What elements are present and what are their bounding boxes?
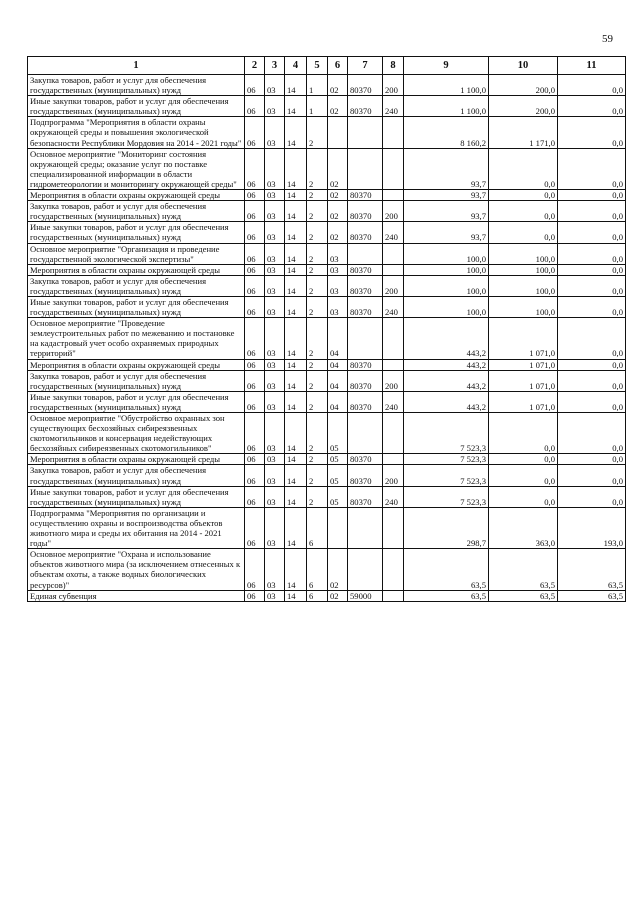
table-row	[28, 359, 626, 370]
amount-col11: 0,0	[558, 359, 626, 370]
code-program: 14	[285, 190, 307, 201]
row-description: Закупка товаров, работ и услуг для обеспечения государственных (муниципальных) нужд	[28, 465, 245, 486]
row-description: Основное мероприятие "Охрана и использование объектов животного мира (за исключением отнесенных к объектам охоты, а также водных биологических ресурсов)"	[28, 549, 245, 590]
code-program: 14	[285, 222, 307, 243]
code-rz: 06	[245, 264, 265, 275]
code-rz: 06	[245, 413, 265, 454]
code-activity: 04	[328, 359, 348, 370]
code-subprogram: 2	[307, 296, 328, 317]
table-row	[28, 391, 626, 412]
code-activity: 02	[328, 96, 348, 117]
code-activity: 05	[328, 465, 348, 486]
row-description: Мероприятия в области охраны окружающей среды	[28, 190, 245, 201]
amount-col10: 63,5	[489, 590, 558, 601]
table-row	[28, 296, 626, 317]
table-row	[28, 275, 626, 296]
code-expense-type: 240	[383, 391, 404, 412]
amount-col9: 63,5	[404, 590, 489, 601]
code-activity: 02	[328, 549, 348, 590]
code-subprogram: 2	[307, 275, 328, 296]
code-subprogram: 1	[307, 75, 328, 96]
code-direction: 80370	[348, 391, 383, 412]
code-expense-type	[383, 549, 404, 590]
code-subprogram: 2	[307, 486, 328, 507]
amount-col11: 0,0	[558, 465, 626, 486]
code-program: 14	[285, 264, 307, 275]
code-subprogram: 2	[307, 318, 328, 359]
amount-col11: 193,0	[558, 507, 626, 548]
amount-col11: 0,0	[558, 264, 626, 275]
code-direction: 80370	[348, 201, 383, 222]
row-description: Мероприятия в области охраны окружающей среды	[28, 454, 245, 465]
amount-col9: 100,0	[404, 264, 489, 275]
table-row	[28, 75, 626, 96]
table-row	[28, 590, 626, 601]
code-pr: 03	[265, 486, 285, 507]
row-description: Закупка товаров, работ и услуг для обеспечения государственных (муниципальных) нужд	[28, 275, 245, 296]
page-number: 59	[602, 33, 613, 45]
code-subprogram: 2	[307, 359, 328, 370]
table-row	[28, 264, 626, 275]
amount-col11: 63,5	[558, 590, 626, 601]
code-activity: 03	[328, 296, 348, 317]
code-program: 14	[285, 549, 307, 590]
code-pr: 03	[265, 190, 285, 201]
amount-col9: 7 523,3	[404, 465, 489, 486]
code-rz: 06	[245, 243, 265, 264]
amount-col11: 0,0	[558, 318, 626, 359]
code-program: 14	[285, 507, 307, 548]
amount-col9: 1 100,0	[404, 96, 489, 117]
column-header: 8	[383, 57, 404, 75]
amount-col9: 443,2	[404, 370, 489, 391]
amount-col11: 0,0	[558, 413, 626, 454]
amount-col11: 0,0	[558, 222, 626, 243]
code-rz: 06	[245, 222, 265, 243]
code-pr: 03	[265, 454, 285, 465]
code-activity: 02	[328, 75, 348, 96]
code-expense-type	[383, 117, 404, 148]
code-subprogram: 2	[307, 243, 328, 264]
amount-col9: 443,2	[404, 391, 489, 412]
code-activity: 05	[328, 454, 348, 465]
amount-col11: 63,5	[558, 549, 626, 590]
row-description: Иные закупки товаров, работ и услуг для обеспечения государственных (муниципальных) нужд	[28, 96, 245, 117]
table-row	[28, 370, 626, 391]
code-rz: 06	[245, 486, 265, 507]
amount-col11: 0,0	[558, 201, 626, 222]
row-description: Основное мероприятие "Проведение землеустроительных работ по межеванию и постановке на кадастровый учет особо охраняемых природных территорий"	[28, 318, 245, 359]
code-rz: 06	[245, 96, 265, 117]
code-activity: 05	[328, 486, 348, 507]
code-pr: 03	[265, 318, 285, 359]
amount-col10: 100,0	[489, 264, 558, 275]
row-description: Иные закупки товаров, работ и услуг для обеспечения государственных (муниципальных) нужд	[28, 486, 245, 507]
code-subprogram: 2	[307, 264, 328, 275]
code-direction: 80370	[348, 222, 383, 243]
amount-col9: 93,7	[404, 190, 489, 201]
amount-col10: 200,0	[489, 75, 558, 96]
table-row	[28, 201, 626, 222]
code-pr: 03	[265, 275, 285, 296]
table-row	[28, 117, 626, 148]
table-row	[28, 243, 626, 264]
table-row	[28, 148, 626, 189]
code-program: 14	[285, 96, 307, 117]
code-rz: 06	[245, 549, 265, 590]
code-program: 14	[285, 243, 307, 264]
code-activity: 05	[328, 413, 348, 454]
code-subprogram: 6	[307, 549, 328, 590]
table-row	[28, 454, 626, 465]
code-activity: 02	[328, 201, 348, 222]
amount-col9: 100,0	[404, 275, 489, 296]
code-program: 14	[285, 275, 307, 296]
code-pr: 03	[265, 75, 285, 96]
code-subprogram: 2	[307, 454, 328, 465]
code-expense-type: 200	[383, 465, 404, 486]
table-body	[28, 75, 626, 602]
row-description: Иные закупки товаров, работ и услуг для обеспечения государственных (муниципальных) нужд	[28, 222, 245, 243]
code-rz: 06	[245, 370, 265, 391]
amount-col11: 0,0	[558, 454, 626, 465]
code-subprogram: 2	[307, 370, 328, 391]
amount-col11: 0,0	[558, 148, 626, 189]
code-pr: 03	[265, 117, 285, 148]
code-direction	[348, 148, 383, 189]
code-activity	[328, 117, 348, 148]
amount-col9: 7 523,3	[404, 454, 489, 465]
code-rz: 06	[245, 391, 265, 412]
code-program: 14	[285, 465, 307, 486]
column-header: 6	[328, 57, 348, 75]
code-expense-type: 240	[383, 96, 404, 117]
code-pr: 03	[265, 413, 285, 454]
code-rz: 06	[245, 465, 265, 486]
row-description: Закупка товаров, работ и услуг для обеспечения государственных (муниципальных) нужд	[28, 370, 245, 391]
amount-col9: 7 523,3	[404, 486, 489, 507]
row-description: Единая субвенция	[28, 590, 245, 601]
column-header: 2	[245, 57, 265, 75]
column-header: 7	[348, 57, 383, 75]
code-expense-type	[383, 148, 404, 189]
amount-col10: 0,0	[489, 190, 558, 201]
amount-col11: 0,0	[558, 486, 626, 507]
column-header: 1	[28, 57, 245, 75]
code-direction: 80370	[348, 275, 383, 296]
code-direction	[348, 243, 383, 264]
amount-col10: 1 071,0	[489, 359, 558, 370]
row-description: Закупка товаров, работ и услуг для обеспечения государственных (муниципальных) нужд	[28, 201, 245, 222]
amount-col10: 100,0	[489, 243, 558, 264]
code-direction: 80370	[348, 96, 383, 117]
code-program: 14	[285, 148, 307, 189]
amount-col10: 1 071,0	[489, 370, 558, 391]
code-activity: 03	[328, 243, 348, 264]
code-expense-type	[383, 359, 404, 370]
code-rz: 06	[245, 590, 265, 601]
code-rz: 06	[245, 190, 265, 201]
code-program: 14	[285, 359, 307, 370]
row-description: Мероприятия в области охраны окружающей среды	[28, 359, 245, 370]
code-rz: 06	[245, 454, 265, 465]
code-activity: 02	[328, 590, 348, 601]
row-description: Иные закупки товаров, работ и услуг для обеспечения государственных (муниципальных) нужд	[28, 296, 245, 317]
table-row	[28, 413, 626, 454]
code-subprogram: 2	[307, 413, 328, 454]
amount-col10: 1 071,0	[489, 391, 558, 412]
code-activity: 02	[328, 190, 348, 201]
amount-col9: 93,7	[404, 148, 489, 189]
code-rz: 06	[245, 318, 265, 359]
header-row	[28, 57, 626, 75]
column-header: 10	[489, 57, 558, 75]
amount-col10: 0,0	[489, 201, 558, 222]
code-program: 14	[285, 413, 307, 454]
code-pr: 03	[265, 264, 285, 275]
amount-col10: 200,0	[489, 96, 558, 117]
code-subprogram: 1	[307, 96, 328, 117]
code-subprogram: 6	[307, 507, 328, 548]
row-description: Основное мероприятие "Организация и проведение государственной экологической экспертизы"	[28, 243, 245, 264]
table-row	[28, 190, 626, 201]
amount-col11: 0,0	[558, 275, 626, 296]
code-direction: 80370	[348, 296, 383, 317]
row-description: Основное мероприятие "Мониторинг состояния окружающей среды; оказание услуг по поставке специализированной информации в области гидрометеорологии и мониторингу окружающей среды"	[28, 148, 245, 189]
table-row	[28, 507, 626, 548]
code-pr: 03	[265, 507, 285, 548]
amount-col10: 0,0	[489, 222, 558, 243]
row-description: Подпрограмма "Мероприятия по организации и осуществлению охраны и воспроизводства объектов животного мира и среды их обитания на 2014 - 2021 годы"	[28, 507, 245, 548]
amount-col9: 443,2	[404, 359, 489, 370]
code-program: 14	[285, 391, 307, 412]
code-expense-type: 200	[383, 75, 404, 96]
table-row	[28, 96, 626, 117]
code-direction: 80370	[348, 75, 383, 96]
code-subprogram: 2	[307, 117, 328, 148]
amount-col9: 8 160,2	[404, 117, 489, 148]
code-expense-type: 240	[383, 486, 404, 507]
amount-col9: 63,5	[404, 549, 489, 590]
code-program: 14	[285, 454, 307, 465]
amount-col10: 0,0	[489, 486, 558, 507]
code-direction: 80370	[348, 264, 383, 275]
code-pr: 03	[265, 148, 285, 189]
code-direction: 80370	[348, 190, 383, 201]
code-program: 14	[285, 590, 307, 601]
amount-col11: 0,0	[558, 370, 626, 391]
amount-col9: 298,7	[404, 507, 489, 548]
code-subprogram: 2	[307, 391, 328, 412]
code-expense-type: 240	[383, 222, 404, 243]
code-activity: 03	[328, 264, 348, 275]
code-direction: 59000	[348, 590, 383, 601]
row-description: Мероприятия в области охраны окружающей среды	[28, 264, 245, 275]
code-subprogram: 6	[307, 590, 328, 601]
amount-col10: 0,0	[489, 413, 558, 454]
code-expense-type	[383, 264, 404, 275]
code-expense-type	[383, 590, 404, 601]
column-header: 3	[265, 57, 285, 75]
code-expense-type: 240	[383, 296, 404, 317]
code-program: 14	[285, 296, 307, 317]
amount-col9: 1 100,0	[404, 75, 489, 96]
amount-col11: 0,0	[558, 75, 626, 96]
table-row	[28, 486, 626, 507]
code-activity: 04	[328, 391, 348, 412]
code-activity: 02	[328, 148, 348, 189]
amount-col10: 1 171,0	[489, 117, 558, 148]
amount-col10: 100,0	[489, 296, 558, 317]
code-pr: 03	[265, 201, 285, 222]
code-direction	[348, 413, 383, 454]
row-description: Основное мероприятие "Обустройство охранных зон существующих бесхозяйных сибиреязвенных скотомогильников и консервация недействующих бесхозяйных сибиреязвенных скотомогильников"	[28, 413, 245, 454]
code-direction	[348, 507, 383, 548]
code-direction	[348, 117, 383, 148]
code-rz: 06	[245, 75, 265, 96]
code-rz: 06	[245, 148, 265, 189]
code-expense-type	[383, 243, 404, 264]
amount-col10: 63,5	[489, 549, 558, 590]
code-direction: 80370	[348, 486, 383, 507]
code-expense-type	[383, 454, 404, 465]
code-pr: 03	[265, 96, 285, 117]
code-activity	[328, 507, 348, 548]
code-direction: 80370	[348, 454, 383, 465]
code-expense-type	[383, 318, 404, 359]
amount-col11: 0,0	[558, 243, 626, 264]
code-rz: 06	[245, 117, 265, 148]
code-expense-type	[383, 507, 404, 548]
code-subprogram: 2	[307, 190, 328, 201]
code-program: 14	[285, 201, 307, 222]
code-pr: 03	[265, 391, 285, 412]
amount-col11: 0,0	[558, 117, 626, 148]
code-rz: 06	[245, 359, 265, 370]
amount-col11: 0,0	[558, 391, 626, 412]
column-header: 9	[404, 57, 489, 75]
budget-table	[27, 56, 626, 602]
table-row	[28, 465, 626, 486]
code-rz: 06	[245, 201, 265, 222]
code-subprogram: 2	[307, 465, 328, 486]
amount-col11: 0,0	[558, 96, 626, 117]
code-program: 14	[285, 117, 307, 148]
code-program: 14	[285, 75, 307, 96]
code-direction: 80370	[348, 370, 383, 391]
code-activity: 03	[328, 275, 348, 296]
column-header: 11	[558, 57, 626, 75]
code-pr: 03	[265, 359, 285, 370]
column-header: 4	[285, 57, 307, 75]
code-subprogram: 2	[307, 222, 328, 243]
amount-col10: 363,0	[489, 507, 558, 548]
code-expense-type: 200	[383, 370, 404, 391]
code-activity: 04	[328, 318, 348, 359]
code-pr: 03	[265, 296, 285, 317]
code-rz: 06	[245, 296, 265, 317]
code-subprogram: 2	[307, 148, 328, 189]
code-program: 14	[285, 318, 307, 359]
amount-col9: 443,2	[404, 318, 489, 359]
amount-col11: 0,0	[558, 296, 626, 317]
code-rz: 06	[245, 507, 265, 548]
code-expense-type: 200	[383, 201, 404, 222]
code-direction	[348, 318, 383, 359]
code-pr: 03	[265, 370, 285, 391]
amount-col9: 100,0	[404, 243, 489, 264]
amount-col9: 100,0	[404, 296, 489, 317]
row-description: Иные закупки товаров, работ и услуг для обеспечения государственных (муниципальных) нужд	[28, 391, 245, 412]
code-expense-type	[383, 413, 404, 454]
amount-col11: 0,0	[558, 190, 626, 201]
code-pr: 03	[265, 243, 285, 264]
amount-col9: 93,7	[404, 201, 489, 222]
code-pr: 03	[265, 222, 285, 243]
table-row	[28, 222, 626, 243]
amount-col9: 7 523,3	[404, 413, 489, 454]
code-pr: 03	[265, 549, 285, 590]
row-description: Подпрограмма "Мероприятия в области охраны окружающей среды и повышения экологической безопасности Республики Мордовия на 2014 - 2021 годы"	[28, 117, 245, 148]
code-direction: 80370	[348, 465, 383, 486]
amount-col10: 1 071,0	[489, 318, 558, 359]
code-activity: 04	[328, 370, 348, 391]
row-description: Закупка товаров, работ и услуг для обеспечения государственных (муниципальных) нужд	[28, 75, 245, 96]
code-rz: 06	[245, 275, 265, 296]
column-header: 5	[307, 57, 328, 75]
amount-col10: 0,0	[489, 148, 558, 189]
code-expense-type	[383, 190, 404, 201]
table-row	[28, 318, 626, 359]
table-row	[28, 549, 626, 590]
code-program: 14	[285, 486, 307, 507]
code-program: 14	[285, 370, 307, 391]
code-direction: 80370	[348, 359, 383, 370]
amount-col9: 93,7	[404, 222, 489, 243]
code-pr: 03	[265, 465, 285, 486]
code-direction	[348, 549, 383, 590]
code-subprogram: 2	[307, 201, 328, 222]
code-pr: 03	[265, 590, 285, 601]
code-expense-type: 200	[383, 275, 404, 296]
amount-col10: 0,0	[489, 454, 558, 465]
amount-col10: 100,0	[489, 275, 558, 296]
amount-col10: 0,0	[489, 465, 558, 486]
code-activity: 02	[328, 222, 348, 243]
